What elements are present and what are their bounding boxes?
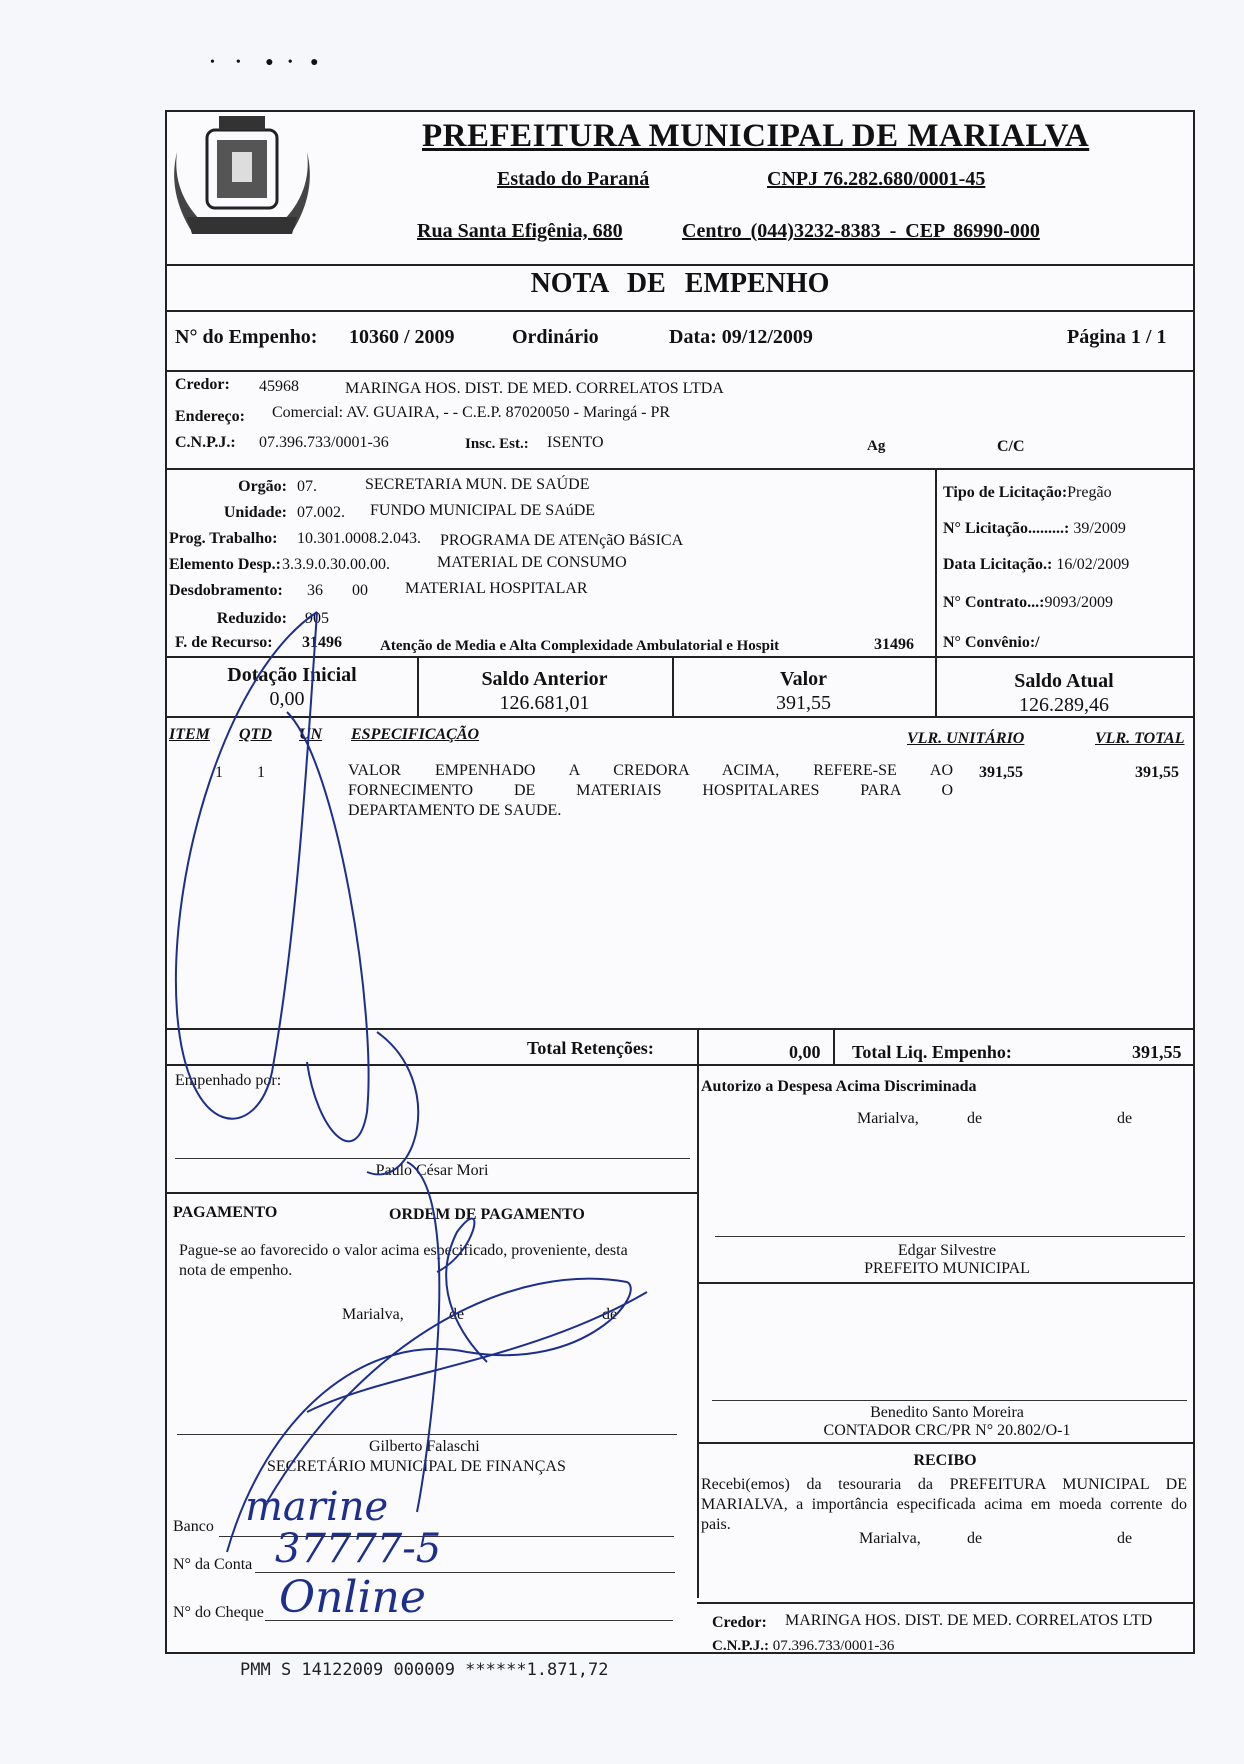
de-3b: de [1117,1530,1133,1547]
prog-name: PROGRAMA DE ATENçãO BáSICA [440,532,684,549]
agency-label: Ag [867,438,886,454]
saldo-anterior-value: 126.681,01 [499,692,590,714]
valor-label: Valor [779,668,828,690]
document-title: NOTA DE EMPENHO [530,268,830,299]
pagamento-label: PAGAMENTO [173,1204,278,1221]
fonte-recurso-name: Atenção de Media e Alta Complexidade Ambulatorial e Hospit [380,638,780,654]
convenio-label: N° Convênio:/ [943,634,1040,651]
cnpj-credor-label: C.N.P.J.: [175,434,236,451]
insc-value: ISENTO [547,434,604,451]
recibo-title: RECIBO [913,1452,977,1469]
liquido-label: Total Liq. Empenho: [852,1042,1012,1062]
autorizo-label: Autorizo a Despesa Acima Discriminada [701,1078,977,1095]
cheque-label: N° do Cheque [173,1604,264,1621]
paulo-signature-name: Paulo César Mori [375,1162,489,1179]
licitacao-type-label: Tipo de Licitação:Pregão [943,484,1112,501]
licitacao-number-label: N° Licitação.........: 39/2009 [943,520,1126,537]
empenhado-por-label: Empenhado por: [175,1072,282,1089]
de-2: de [449,1306,465,1323]
footer-print-code: PMM S 14122009 000009 ******1.871,72 [240,1660,609,1680]
unidade-code: 07.002. [297,504,345,521]
account-label: C/C [997,438,1025,455]
de-1: de [967,1110,983,1127]
orgao-code: 07. [297,478,317,495]
col-un-header: UN [299,726,323,743]
conta-label: N° da Conta [173,1556,253,1573]
item-number: 1 [215,764,223,781]
liquido-value: 391,55 [1132,1042,1182,1062]
banco-handwritten: marine [245,1484,389,1530]
saldo-atual-label: Saldo Atual [1014,670,1114,692]
municipality-title: PREFEITURA MUNICIPAL DE MARIALVA [422,118,1090,154]
credor-label: Credor: [175,376,230,393]
coat-of-arms-logo [167,112,317,242]
unidade-name: FUNDO MUNICIPAL DE SAúDE [370,502,596,519]
de-2b: de [602,1306,618,1323]
cheque-handwritten: Online [279,1572,426,1623]
dotacao-label: Dotação Inicial [227,664,357,686]
reduzido-label: Reduzido: [216,610,287,627]
elemento-code: 3.3.9.0.30.00.00. [282,556,390,573]
item-description-line1: VALOR EMPENHADO A CREDORA ACIMA, REFERE-SE AO [348,762,953,779]
desdobramento-b: 00 [352,582,368,599]
banco-label: Banco [173,1518,214,1535]
marialva-3: Marialva, [859,1530,921,1547]
prog-code: 10.301.0008.2.043. [297,530,421,547]
recibo-line3: pais. [701,1516,731,1533]
col-qtd-header: QTD [239,726,272,743]
desdobramento-a: 36 [307,582,323,599]
de-3: de [967,1530,983,1547]
reduzido-value: 905 [305,610,329,627]
scan-marks: • • ● • ● [210,55,319,70]
insc-label: Insc. Est.: [465,436,529,452]
fonte-recurso-code-2: 31496 [874,636,914,653]
empenho-type: Ordinário [512,326,599,348]
col-item-header: ITEM [169,726,210,743]
valor-value: 391,55 [776,692,831,714]
ordem-pagamento-label: ORDEM DE PAGAMENTO [389,1206,585,1223]
credor-cnpj: 07.396.733/0001-36 [259,434,389,451]
address-label: Rua Santa Efigênia, 680 [417,220,623,242]
prog-label: Prog. Trabalho: [169,530,278,547]
dotacao-value: 0,00 [269,688,305,710]
retencoes-value: 0,00 [789,1042,821,1062]
elemento-name: MATERIAL DE CONSUMO [437,554,627,571]
saldo-anterior-label: Saldo Anterior [481,668,608,690]
credor-address: Comercial: AV. GUAIRA, - - C.E.P. 87020050 - Maringá - PR [272,404,671,421]
item-description-line2: FORNECIMENTO DE MATERIAIS HOSPITALARES PARA O [348,782,953,799]
col-valor-unitario-header: VLR. UNITÁRIO [907,730,1025,747]
item-qty: 1 [257,764,265,781]
orgao-name: SECRETARIA MUN. DE SAÚDE [365,476,590,493]
cnpj-final-label: C.N.P.J.: 07.396.733/0001-36 [712,1638,895,1654]
unidade-label: Unidade: [223,504,287,521]
pague-line1: Pague-se ao favorecido o valor acima especificado, proveniente, desta [179,1242,628,1259]
marialva-1: Marialva, [857,1110,919,1127]
retencoes-label: Total Retenções: [527,1038,654,1058]
item-unit-value: 391,55 [979,764,1023,781]
secretario-title: SECRETÁRIO MUNICIPAL DE FINANÇAS [267,1458,566,1475]
recibo-line1: Recebi(emos) da tesouraria da PREFEITURA MUNICIPAL DE [701,1476,1187,1493]
fonte-recurso-code: 31496 [302,634,342,651]
item-total-value: 391,55 [1135,764,1179,781]
credor-final-name: MARINGA HOS. DIST. DE MED. CORRELATOS LTD [785,1612,1153,1629]
licitacao-date-label: Data Licitação.: 16/02/2009 [943,556,1130,573]
credor-name: MARINGA HOS. DIST. DE MED. CORRELATOS LTDA [345,380,724,397]
saldo-atual-value: 126.289,46 [1019,694,1109,716]
col-especificacao-header: ESPECIFICAÇÃO [351,726,480,743]
gilberto-name: Gilberto Falaschi [369,1438,480,1455]
desdobramento-name: MATERIAL HOSPITALAR [405,580,588,597]
item-description-line3: DEPARTAMENTO DE SAUDE. [348,802,562,819]
desdobramento-label: Desdobramento: [169,582,283,599]
contrato-label: N° Contrato...:9093/2009 [943,594,1113,611]
address-contact: Centro (044)3232-8383 - CEP 86990-000 [682,220,1040,242]
marialva-2: Marialva, [342,1306,404,1323]
state-label: Estado do Paraná [497,168,650,190]
de-1b: de [1117,1110,1133,1127]
orgao-label: Orgão: [238,478,287,495]
contador-title: CONTADOR CRC/PR N° 20.802/O-1 [823,1422,1071,1439]
conta-handwritten: 37777-5 [275,1526,442,1572]
recibo-line2: MARIALVA, a importância especificada acima em moeda corrente do [701,1496,1187,1513]
pague-line2: nota de empenho. [179,1262,293,1279]
cnpj-label: CNPJ 76.282.680/0001-45 [767,168,986,190]
empenho-date: Data: 09/12/2009 [669,326,813,348]
empenho-number-label: N° do Empenho: [175,326,318,348]
credor-final-label: Credor: [712,1614,767,1631]
credor-code: 45968 [259,378,299,395]
col-valor-total-header: VLR. TOTAL [1095,730,1185,747]
page-number: Página 1 / 1 [1067,326,1167,348]
benedito-name: Benedito Santo Moreira [870,1404,1024,1421]
prefeito-title: PREFEITO MUNICIPAL [864,1260,1030,1277]
elemento-label: Elemento Desp.: [169,556,281,573]
endereco-label: Endereço: [175,408,245,425]
nota-de-empenho-form [165,110,1195,1654]
empenho-number: 10360 / 2009 [349,326,455,348]
edgar-name: Edgar Silvestre [897,1242,997,1259]
fonte-recurso-label: F. de Recurso: [175,634,273,651]
